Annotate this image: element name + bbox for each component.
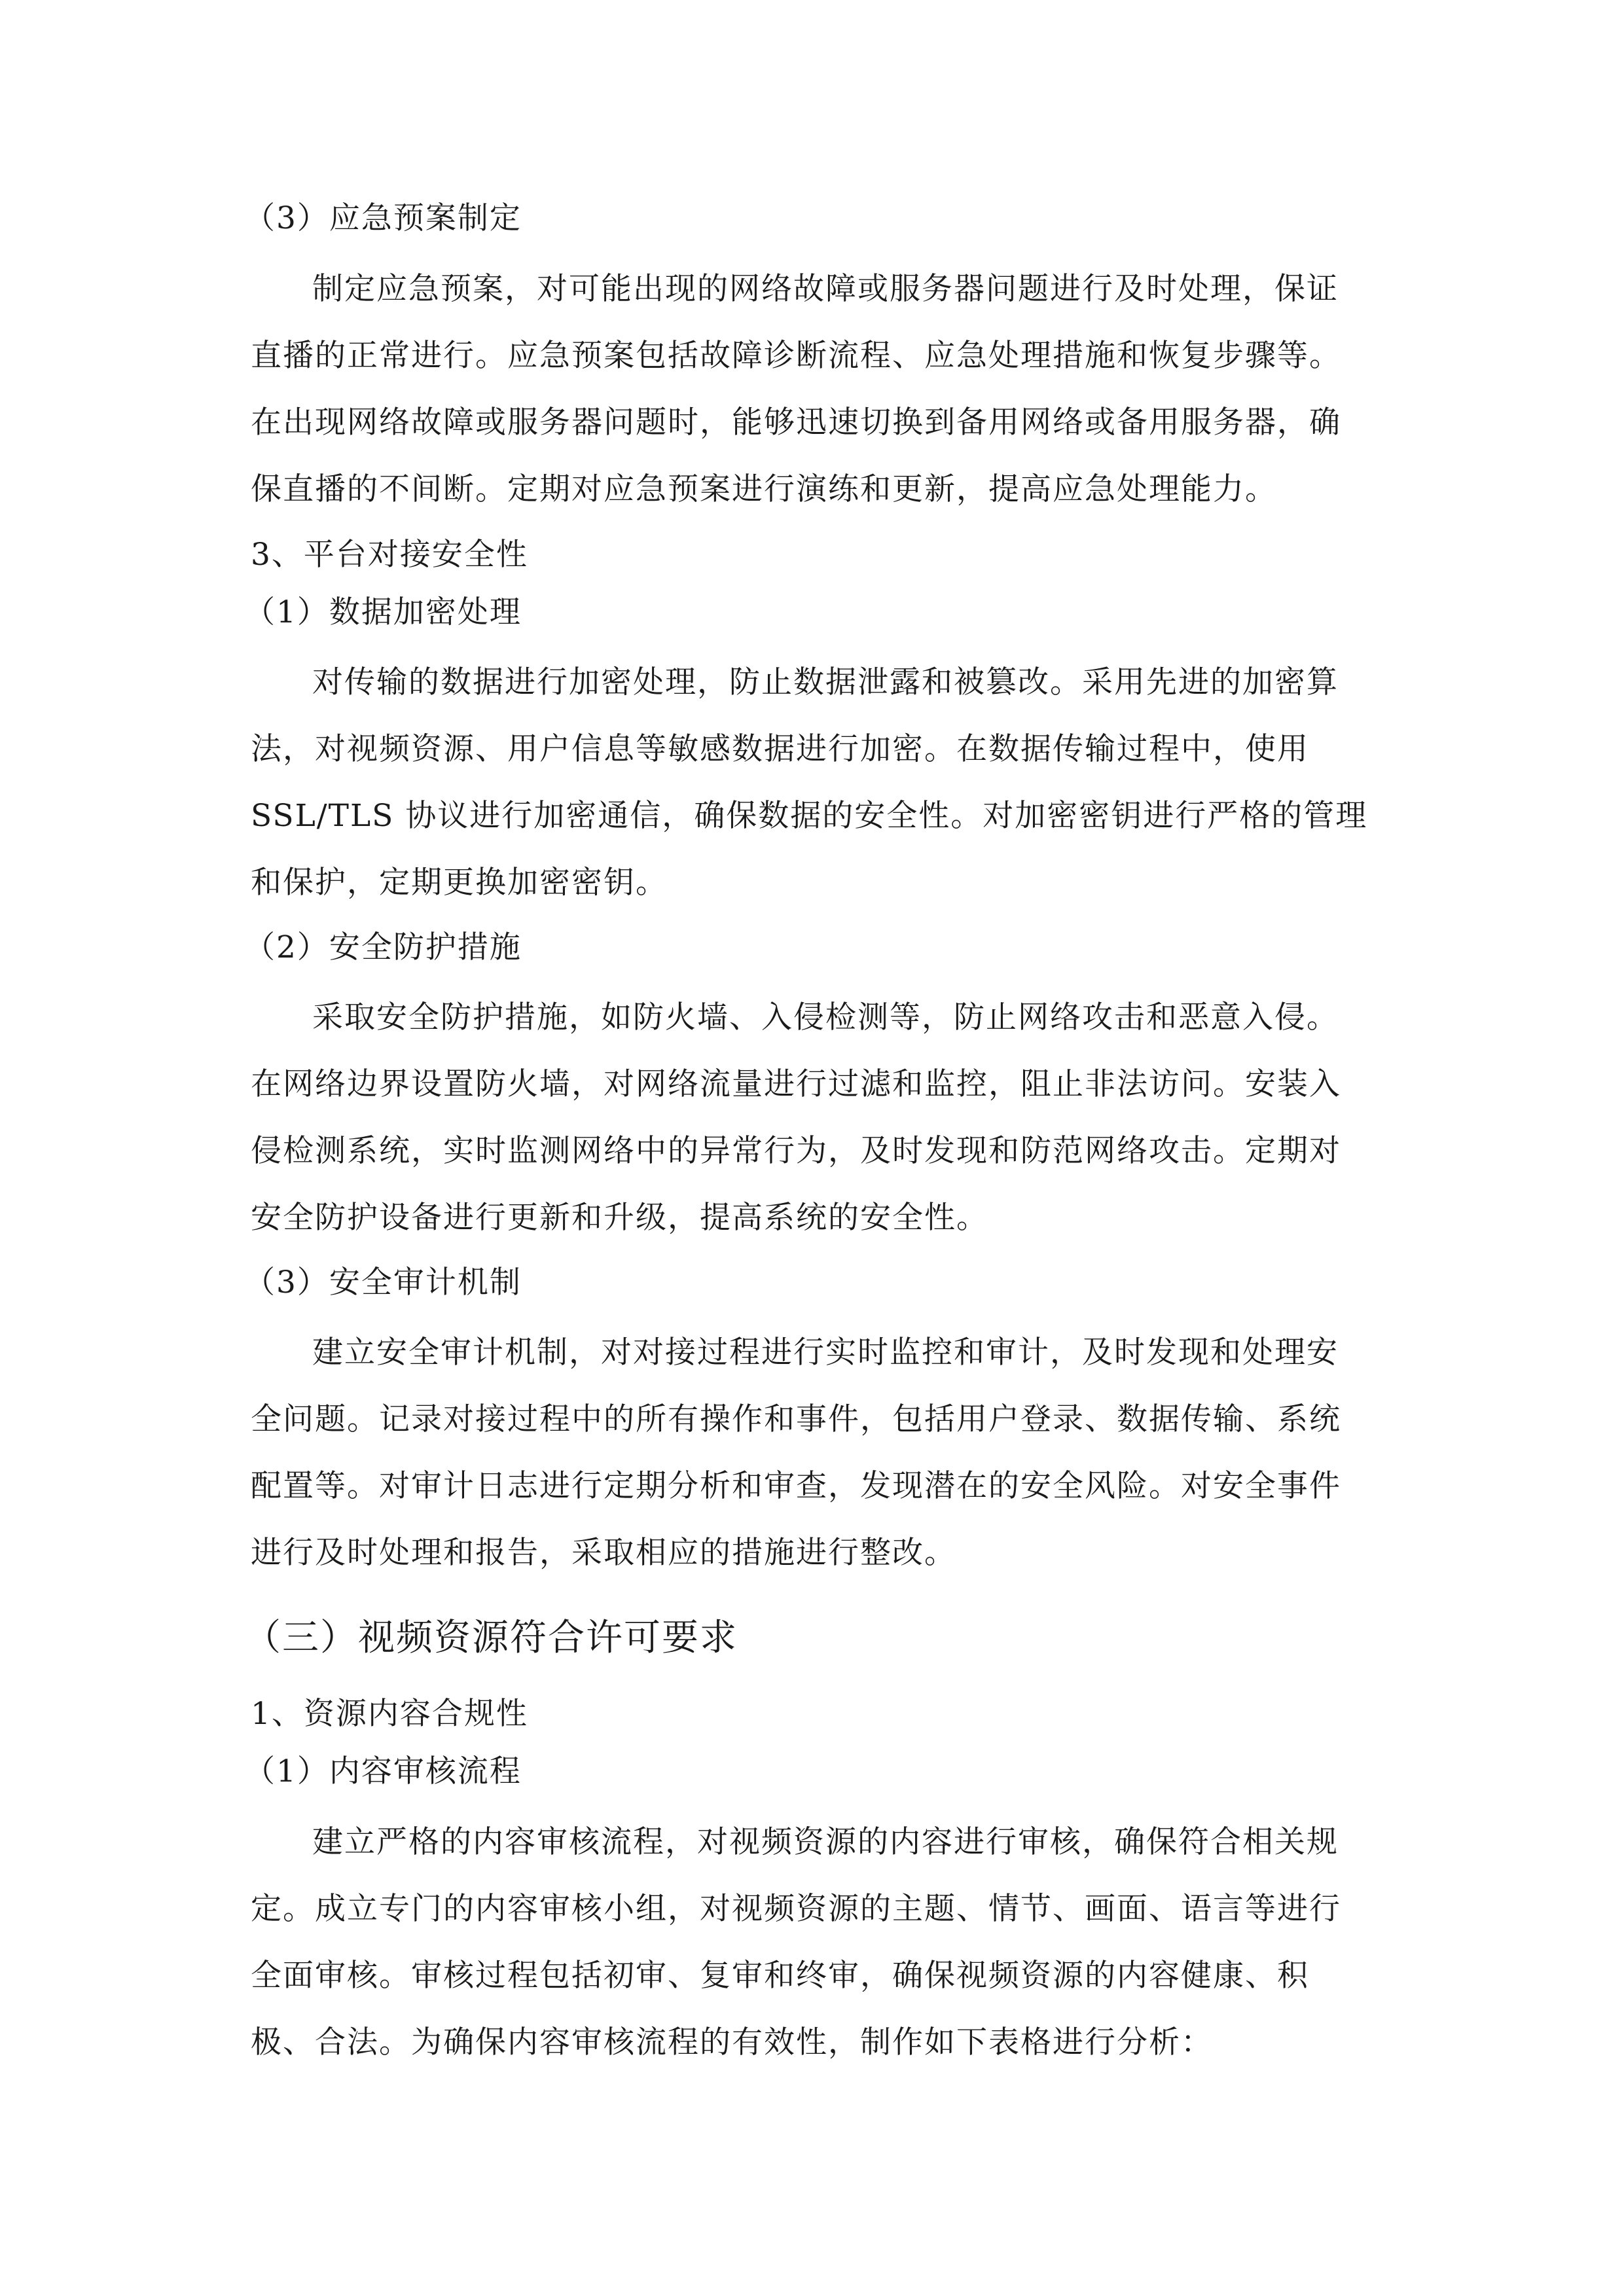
subheading-data-encryption: （1）数据加密处理 (244, 594, 522, 630)
paragraph-line: 在出现网络故障或服务器问题时，能够迅速切换到备用网络或备用服务器，确 (251, 404, 1341, 440)
paragraph-line: 进行及时处理和报告，采取相应的措施进行整改。 (251, 1535, 956, 1571)
section-title-video-licensing: （三）视频资源符合许可要求 (244, 1617, 738, 1659)
paragraph-line: 建立严格的内容审核流程，对视频资源的内容进行审核，确保符合相关规 (312, 1824, 1339, 1860)
paragraph-line: 全问题。记录对接过程中的所有操作和事件，包括用户登录、数据传输、系统 (251, 1401, 1341, 1437)
paragraph-line: 配置等。对审计日志进行定期分析和审查，发现潜在的安全风险。对安全事件 (251, 1468, 1341, 1504)
subheading-content-review: （1）内容审核流程 (244, 1753, 522, 1789)
paragraph-line: 直播的正常进行。应急预案包括故障诊断流程、应急处理措施和恢复步骤等。 (251, 338, 1341, 374)
heading-platform-security: 3、平台对接安全性 (251, 537, 528, 573)
subheading-emergency-plan: （3）应急预案制定 (244, 200, 522, 236)
paragraph-line: 在网络边界设置防火墙，对网络流量进行过滤和监控，阻止非法访问。安装入 (251, 1066, 1341, 1102)
paragraph-line: 定。成立专门的内容审核小组，对视频资源的主题、情节、画面、语言等进行 (251, 1891, 1341, 1927)
paragraph-line: 安全防护设备进行更新和升级，提高系统的安全性。 (251, 1200, 988, 1236)
paragraph-line: 采取安全防护措施，如防火墙、入侵检测等，防止网络攻击和恶意入侵。 (312, 999, 1339, 1035)
paragraph-line: 保直播的不间断。定期对应急预案进行演练和更新，提高应急处理能力。 (251, 471, 1277, 507)
paragraph-line: 和保护，定期更换加密密钥。 (251, 865, 668, 901)
paragraph-line: 对传输的数据进行加密处理，防止数据泄露和被篡改。采用先进的加密算 (312, 664, 1339, 700)
paragraph-line: 制定应急预案，对可能出现的网络故障或服务器问题进行及时处理，保证 (312, 271, 1339, 307)
subheading-security-protection: （2）安全防护措施 (244, 929, 522, 965)
paragraph-line: 极、合法。为确保内容审核流程的有效性，制作如下表格进行分析： (251, 2024, 1213, 2060)
paragraph-line: 建立安全审计机制，对对接过程进行实时监控和审计，及时发现和处理安 (312, 1335, 1339, 1371)
paragraph-line: 侵检测系统，实时监测网络中的异常行为，及时发现和防范网络攻击。定期对 (251, 1133, 1341, 1169)
heading-content-compliance: 1、资源内容合规性 (251, 1696, 528, 1732)
paragraph-line: SSL/TLS 协议进行加密通信，确保数据的安全性。对加密密钥进行严格的管理 (251, 798, 1368, 834)
subheading-security-audit: （3）安全审计机制 (244, 1265, 522, 1300)
paragraph-line: 法，对视频资源、用户信息等敏感数据进行加密。在数据传输过程中，使用 (251, 731, 1309, 767)
paragraph-line: 全面审核。审核过程包括初审、复审和终审，确保视频资源的内容健康、积 (251, 1958, 1309, 1994)
